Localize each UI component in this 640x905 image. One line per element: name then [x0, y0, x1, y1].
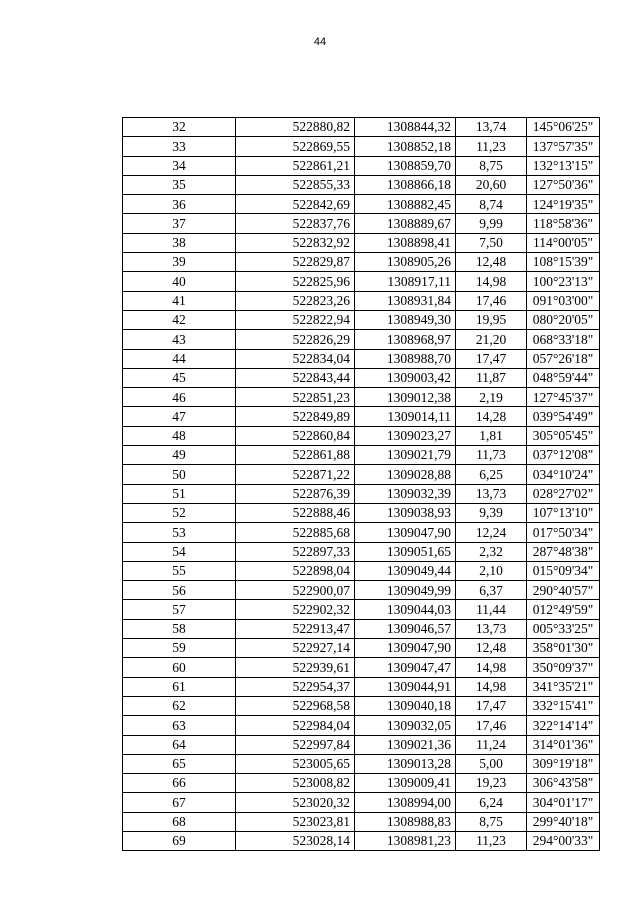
- table-row: [123, 831, 600, 850]
- x-coordinate-cell: 522997,84: [236, 735, 355, 754]
- table-row: [123, 581, 600, 600]
- point-number-cell: 41: [123, 291, 236, 310]
- point-number-cell: 43: [123, 330, 236, 349]
- direction-angle-cell: 290°40'57": [527, 581, 600, 600]
- table-row: [123, 677, 600, 696]
- table-row: [123, 388, 600, 407]
- point-number-cell: 66: [123, 774, 236, 793]
- direction-angle-cell: 017°50'34": [527, 523, 600, 542]
- y-coordinate-cell: 1308852,18: [355, 137, 456, 156]
- y-coordinate-cell: 1308988,70: [355, 349, 456, 368]
- table-row: [123, 503, 600, 522]
- y-coordinate-cell: 1309028,88: [355, 465, 456, 484]
- table-row: [123, 330, 600, 349]
- point-number-cell: 64: [123, 735, 236, 754]
- distance-cell: 8,74: [456, 195, 527, 214]
- point-number-cell: 65: [123, 754, 236, 773]
- table-row: [123, 639, 600, 658]
- distance-cell: 11,73: [456, 446, 527, 465]
- distance-cell: 14,98: [456, 658, 527, 677]
- x-coordinate-cell: 522876,39: [236, 484, 355, 503]
- x-coordinate-cell: 522822,94: [236, 310, 355, 329]
- x-coordinate-cell: 522837,76: [236, 214, 355, 233]
- distance-cell: 5,00: [456, 754, 527, 773]
- point-number-cell: 57: [123, 600, 236, 619]
- x-coordinate-cell: 522855,33: [236, 175, 355, 194]
- distance-cell: 17,46: [456, 291, 527, 310]
- y-coordinate-cell: 1308949,30: [355, 310, 456, 329]
- table-row: [123, 310, 600, 329]
- point-number-cell: 63: [123, 716, 236, 735]
- distance-cell: 19,23: [456, 774, 527, 793]
- distance-cell: 13,74: [456, 118, 527, 137]
- direction-angle-cell: 137°57'35": [527, 137, 600, 156]
- y-coordinate-cell: 1308968,97: [355, 330, 456, 349]
- point-number-cell: 37: [123, 214, 236, 233]
- distance-cell: 13,73: [456, 484, 527, 503]
- direction-angle-cell: 114°00'05": [527, 233, 600, 252]
- y-coordinate-cell: 1308889,67: [355, 214, 456, 233]
- distance-cell: 2,19: [456, 388, 527, 407]
- x-coordinate-cell: 522885,68: [236, 523, 355, 542]
- point-number-cell: 59: [123, 639, 236, 658]
- distance-cell: 17,47: [456, 349, 527, 368]
- table-row: [123, 368, 600, 387]
- point-number-cell: 42: [123, 310, 236, 329]
- y-coordinate-cell: 1309044,03: [355, 600, 456, 619]
- direction-angle-cell: 028°27'02": [527, 484, 600, 503]
- distance-cell: 12,48: [456, 253, 527, 272]
- y-coordinate-cell: 1309047,47: [355, 658, 456, 677]
- y-coordinate-cell: 1309009,41: [355, 774, 456, 793]
- y-coordinate-cell: 1309032,05: [355, 716, 456, 735]
- point-number-cell: 61: [123, 677, 236, 696]
- distance-cell: 11,44: [456, 600, 527, 619]
- distance-cell: 11,24: [456, 735, 527, 754]
- direction-angle-cell: 299°40'18": [527, 812, 600, 831]
- distance-cell: 6,25: [456, 465, 527, 484]
- point-number-cell: 58: [123, 619, 236, 638]
- y-coordinate-cell: 1309047,90: [355, 523, 456, 542]
- coordinates-table-body: [123, 118, 600, 851]
- x-coordinate-cell: 523005,65: [236, 754, 355, 773]
- x-coordinate-cell: 522834,04: [236, 349, 355, 368]
- x-coordinate-cell: 522880,82: [236, 118, 355, 137]
- direction-angle-cell: 127°50'36": [527, 175, 600, 194]
- point-number-cell: 68: [123, 812, 236, 831]
- distance-cell: 14,98: [456, 677, 527, 696]
- direction-angle-cell: 309°19'18": [527, 754, 600, 773]
- distance-cell: 7,50: [456, 233, 527, 252]
- point-number-cell: 35: [123, 175, 236, 194]
- y-coordinate-cell: 1308882,45: [355, 195, 456, 214]
- direction-angle-cell: 100°23'13": [527, 272, 600, 291]
- y-coordinate-cell: 1309012,38: [355, 388, 456, 407]
- point-number-cell: 56: [123, 581, 236, 600]
- table-row: [123, 137, 600, 156]
- x-coordinate-cell: 522939,61: [236, 658, 355, 677]
- x-coordinate-cell: 523023,81: [236, 812, 355, 831]
- point-number-cell: 32: [123, 118, 236, 137]
- table-row: [123, 156, 600, 175]
- distance-cell: 13,73: [456, 619, 527, 638]
- point-number-cell: 44: [123, 349, 236, 368]
- direction-angle-cell: 350°09'37": [527, 658, 600, 677]
- table-row: [123, 619, 600, 638]
- y-coordinate-cell: 1309023,27: [355, 426, 456, 445]
- table-row: [123, 272, 600, 291]
- distance-cell: 11,23: [456, 137, 527, 156]
- direction-angle-cell: 304°01'17": [527, 793, 600, 812]
- direction-angle-cell: 012°49'59": [527, 600, 600, 619]
- table-row: [123, 716, 600, 735]
- y-coordinate-cell: 1308859,70: [355, 156, 456, 175]
- y-coordinate-cell: 1308905,26: [355, 253, 456, 272]
- point-number-cell: 51: [123, 484, 236, 503]
- y-coordinate-cell: 1308866,18: [355, 175, 456, 194]
- table-row: [123, 484, 600, 503]
- direction-angle-cell: 057°26'18": [527, 349, 600, 368]
- point-number-cell: 46: [123, 388, 236, 407]
- point-number-cell: 69: [123, 831, 236, 850]
- direction-angle-cell: 037°12'08": [527, 446, 600, 465]
- table-row: [123, 754, 600, 773]
- y-coordinate-cell: 1309032,39: [355, 484, 456, 503]
- x-coordinate-cell: 522871,22: [236, 465, 355, 484]
- distance-cell: 9,39: [456, 503, 527, 522]
- x-coordinate-cell: 522843,44: [236, 368, 355, 387]
- x-coordinate-cell: 522851,23: [236, 388, 355, 407]
- x-coordinate-cell: 522913,47: [236, 619, 355, 638]
- table-row: [123, 696, 600, 715]
- x-coordinate-cell: 522842,69: [236, 195, 355, 214]
- direction-angle-cell: 306°43'58": [527, 774, 600, 793]
- point-number-cell: 50: [123, 465, 236, 484]
- distance-cell: 6,37: [456, 581, 527, 600]
- x-coordinate-cell: 522869,55: [236, 137, 355, 156]
- y-coordinate-cell: 1308917,11: [355, 272, 456, 291]
- y-coordinate-cell: 1309021,36: [355, 735, 456, 754]
- x-coordinate-cell: 523028,14: [236, 831, 355, 850]
- table-row: [123, 407, 600, 426]
- distance-cell: 9,99: [456, 214, 527, 233]
- direction-angle-cell: 341°35'21": [527, 677, 600, 696]
- x-coordinate-cell: 522888,46: [236, 503, 355, 522]
- x-coordinate-cell: 522927,14: [236, 639, 355, 658]
- distance-cell: 8,75: [456, 156, 527, 175]
- point-number-cell: 55: [123, 561, 236, 580]
- table-row: [123, 793, 600, 812]
- x-coordinate-cell: 522954,37: [236, 677, 355, 696]
- y-coordinate-cell: 1308898,41: [355, 233, 456, 252]
- distance-cell: 2,10: [456, 561, 527, 580]
- x-coordinate-cell: 522849,89: [236, 407, 355, 426]
- x-coordinate-cell: 522900,07: [236, 581, 355, 600]
- direction-angle-cell: 107°13'10": [527, 503, 600, 522]
- table-row: [123, 542, 600, 561]
- x-coordinate-cell: 523008,82: [236, 774, 355, 793]
- table-row: [123, 291, 600, 310]
- distance-cell: 12,48: [456, 639, 527, 658]
- direction-angle-cell: 068°33'18": [527, 330, 600, 349]
- y-coordinate-cell: 1309038,93: [355, 503, 456, 522]
- direction-angle-cell: 314°01'36": [527, 735, 600, 754]
- y-coordinate-cell: 1309040,18: [355, 696, 456, 715]
- y-coordinate-cell: 1309047,90: [355, 639, 456, 658]
- table-row: [123, 426, 600, 445]
- point-number-cell: 47: [123, 407, 236, 426]
- direction-angle-cell: 108°15'39": [527, 253, 600, 272]
- direction-angle-cell: 034°10'24": [527, 465, 600, 484]
- table-row: [123, 233, 600, 252]
- direction-angle-cell: 132°13'15": [527, 156, 600, 175]
- distance-cell: 17,47: [456, 696, 527, 715]
- distance-cell: 6,24: [456, 793, 527, 812]
- direction-angle-cell: 358°01'30": [527, 639, 600, 658]
- x-coordinate-cell: 522984,04: [236, 716, 355, 735]
- y-coordinate-cell: 1308994,00: [355, 793, 456, 812]
- direction-angle-cell: 005°33'25": [527, 619, 600, 638]
- point-number-cell: 67: [123, 793, 236, 812]
- table-row: [123, 118, 600, 137]
- distance-cell: 21,20: [456, 330, 527, 349]
- y-coordinate-cell: 1309051,65: [355, 542, 456, 561]
- point-number-cell: 62: [123, 696, 236, 715]
- table-row: [123, 214, 600, 233]
- x-coordinate-cell: 522902,32: [236, 600, 355, 619]
- x-coordinate-cell: 522829,87: [236, 253, 355, 272]
- y-coordinate-cell: 1308931,84: [355, 291, 456, 310]
- y-coordinate-cell: 1308844,32: [355, 118, 456, 137]
- y-coordinate-cell: 1308988,83: [355, 812, 456, 831]
- distance-cell: 17,46: [456, 716, 527, 735]
- distance-cell: 14,98: [456, 272, 527, 291]
- direction-angle-cell: 145°06'25": [527, 118, 600, 137]
- direction-angle-cell: 080°20'05": [527, 310, 600, 329]
- direction-angle-cell: 118°58'36": [527, 214, 600, 233]
- point-number-cell: 52: [123, 503, 236, 522]
- table-row: [123, 774, 600, 793]
- x-coordinate-cell: 522823,26: [236, 291, 355, 310]
- table-row: [123, 349, 600, 368]
- y-coordinate-cell: 1309013,28: [355, 754, 456, 773]
- distance-cell: 11,23: [456, 831, 527, 850]
- y-coordinate-cell: 1308981,23: [355, 831, 456, 850]
- point-number-cell: 49: [123, 446, 236, 465]
- table-row: [123, 195, 600, 214]
- distance-cell: 12,24: [456, 523, 527, 542]
- direction-angle-cell: 127°45'37": [527, 388, 600, 407]
- table-row: [123, 523, 600, 542]
- point-number-cell: 60: [123, 658, 236, 677]
- point-number-cell: 53: [123, 523, 236, 542]
- table-row: [123, 658, 600, 677]
- y-coordinate-cell: 1309049,99: [355, 581, 456, 600]
- distance-cell: 11,87: [456, 368, 527, 387]
- y-coordinate-cell: 1309003,42: [355, 368, 456, 387]
- table-row: [123, 600, 600, 619]
- point-number-cell: 38: [123, 233, 236, 252]
- direction-angle-cell: 091°03'00": [527, 291, 600, 310]
- direction-angle-cell: 294°00'33": [527, 831, 600, 850]
- y-coordinate-cell: 1309014,11: [355, 407, 456, 426]
- x-coordinate-cell: 522861,88: [236, 446, 355, 465]
- point-number-cell: 34: [123, 156, 236, 175]
- point-number-cell: 36: [123, 195, 236, 214]
- point-number-cell: 45: [123, 368, 236, 387]
- point-number-cell: 54: [123, 542, 236, 561]
- x-coordinate-cell: 522968,58: [236, 696, 355, 715]
- point-number-cell: 33: [123, 137, 236, 156]
- direction-angle-cell: 039°54'49": [527, 407, 600, 426]
- table-row: [123, 253, 600, 272]
- x-coordinate-cell: 522826,29: [236, 330, 355, 349]
- direction-angle-cell: 322°14'14": [527, 716, 600, 735]
- x-coordinate-cell: 522898,04: [236, 561, 355, 580]
- point-number-cell: 39: [123, 253, 236, 272]
- x-coordinate-cell: 523020,32: [236, 793, 355, 812]
- direction-angle-cell: 048°59'44": [527, 368, 600, 387]
- table-row: [123, 561, 600, 580]
- distance-cell: 2,32: [456, 542, 527, 561]
- table-row: [123, 465, 600, 484]
- x-coordinate-cell: 522897,33: [236, 542, 355, 561]
- distance-cell: 19,95: [456, 310, 527, 329]
- y-coordinate-cell: 1309046,57: [355, 619, 456, 638]
- direction-angle-cell: 124°19'35": [527, 195, 600, 214]
- point-number-cell: 40: [123, 272, 236, 291]
- distance-cell: 8,75: [456, 812, 527, 831]
- point-number-cell: 48: [123, 426, 236, 445]
- table-row: [123, 446, 600, 465]
- x-coordinate-cell: 522825,96: [236, 272, 355, 291]
- y-coordinate-cell: 1309044,91: [355, 677, 456, 696]
- x-coordinate-cell: 522832,92: [236, 233, 355, 252]
- distance-cell: 1,81: [456, 426, 527, 445]
- table-row: [123, 175, 600, 194]
- table-row: [123, 735, 600, 754]
- y-coordinate-cell: 1309049,44: [355, 561, 456, 580]
- direction-angle-cell: 015°09'34": [527, 561, 600, 580]
- direction-angle-cell: 287°48'38": [527, 542, 600, 561]
- direction-angle-cell: 332°15'41": [527, 696, 600, 715]
- distance-cell: 20,60: [456, 175, 527, 194]
- x-coordinate-cell: 522861,21: [236, 156, 355, 175]
- x-coordinate-cell: 522860,84: [236, 426, 355, 445]
- table-row: [123, 812, 600, 831]
- direction-angle-cell: 305°05'45": [527, 426, 600, 445]
- coordinates-table: [122, 117, 600, 851]
- distance-cell: 14,28: [456, 407, 527, 426]
- page-number: 44: [313, 36, 327, 48]
- y-coordinate-cell: 1309021,79: [355, 446, 456, 465]
